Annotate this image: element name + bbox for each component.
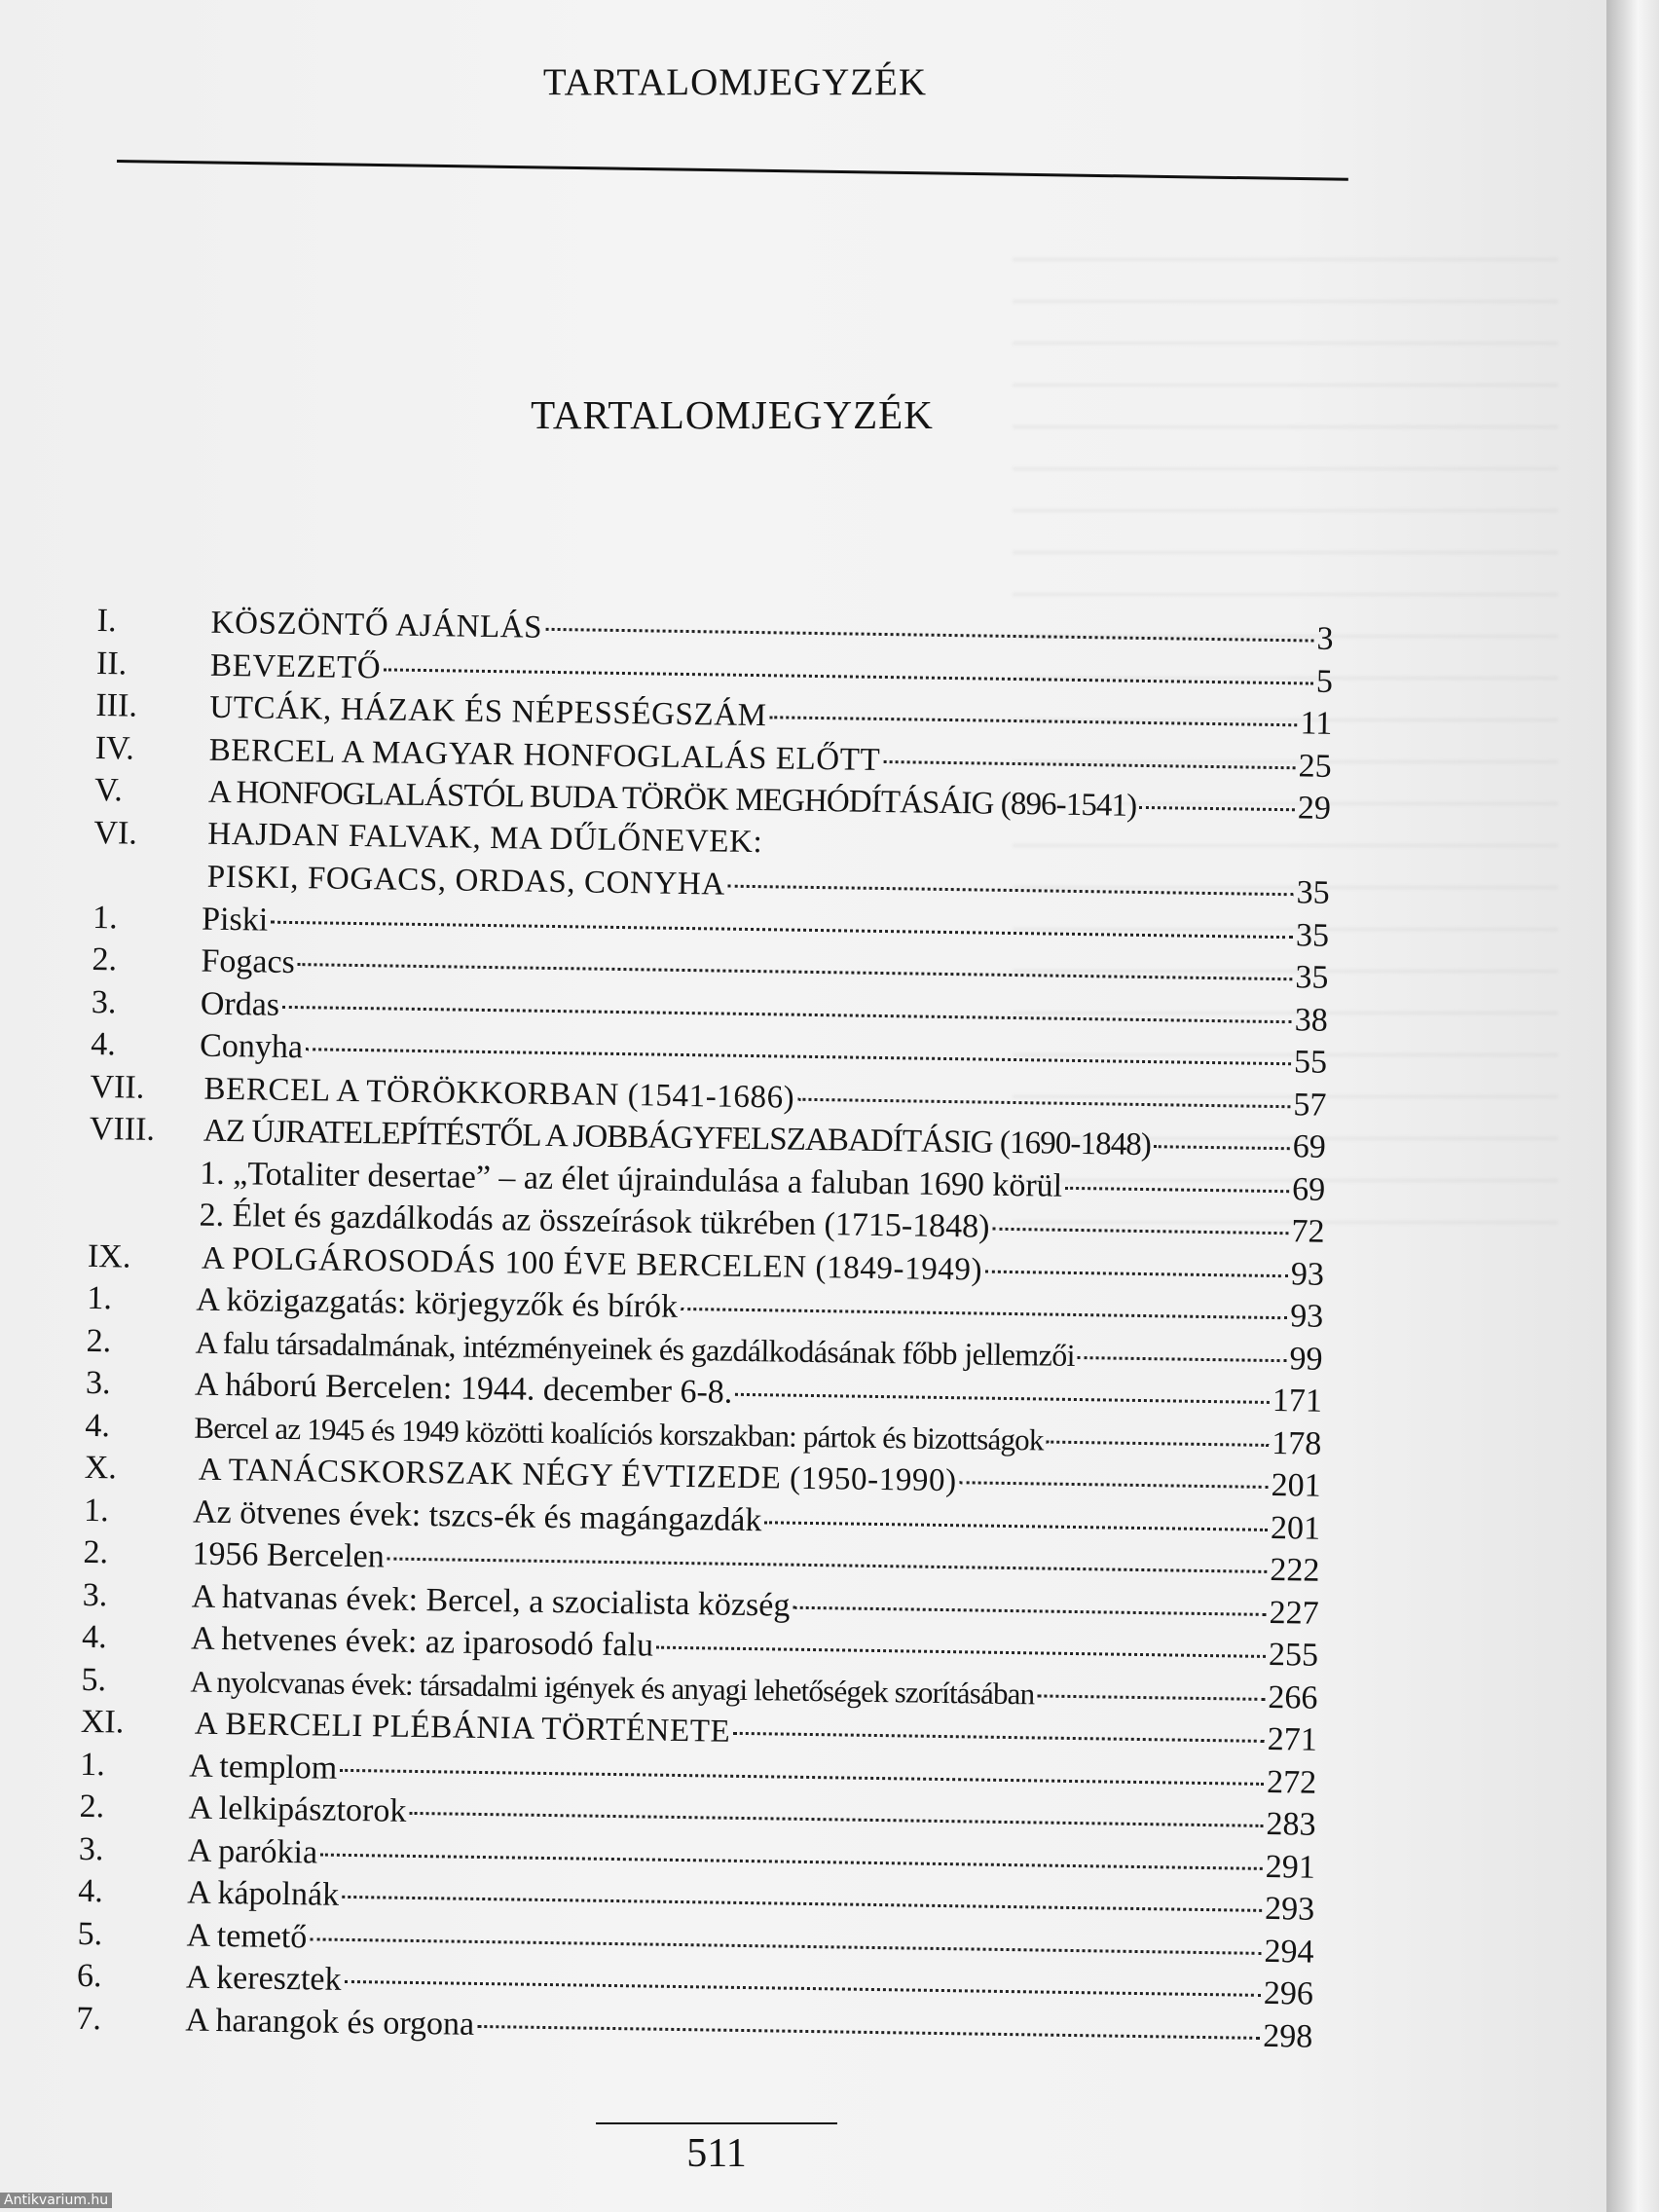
entry-title: A nyolcvanas évek: társadalmi igények és anyagi lehetőségek szorításában: [190, 1664, 1035, 1711]
entry-number: II.: [95, 645, 128, 682]
entry-page: 35: [1296, 874, 1330, 911]
dot-leader: [681, 1308, 1287, 1319]
entry-number: 3.: [85, 1364, 111, 1402]
header-rule: [117, 160, 1348, 181]
page-title: TARTALOMJEGYZÉK: [531, 392, 934, 437]
entry-page: 171: [1272, 1382, 1323, 1419]
dot-leader: [735, 1393, 1270, 1404]
dot-leader: [387, 1558, 1268, 1573]
entry-title: 2. Élet és gazdálkodás az összeírások tükrében (1715-1848): [199, 1197, 990, 1245]
entry-title: BERCEL A MAGYAR HONFOGLALÁS ELŐTT: [208, 732, 881, 778]
entry-page: 69: [1291, 1170, 1326, 1208]
entry-page: 296: [1263, 1974, 1314, 2012]
entry-page: 69: [1292, 1128, 1327, 1165]
entry-number: III.: [95, 686, 138, 724]
entry-title: A hetvenes évek: az iparosodó falu: [190, 1620, 654, 1664]
entry-page: 291: [1265, 1848, 1316, 1886]
entry-title: Bercel az 1945 és 1949 közötti koalíciós korszakban: pártok és bizottságok: [194, 1410, 1044, 1457]
dot-leader: [342, 1896, 1262, 1912]
entry-number: 1.: [87, 1279, 113, 1317]
entry-title: BEVEZETŐ: [209, 647, 382, 685]
entry-number: V.: [93, 771, 124, 809]
entry-title: Conyha: [199, 1027, 304, 1066]
entry-number: 3.: [82, 1576, 108, 1613]
page-edge: [1606, 0, 1659, 2212]
entry-page: 266: [1268, 1678, 1318, 1716]
dot-leader: [1037, 1694, 1265, 1700]
entry-number: 1.: [92, 899, 118, 936]
entry-number: 4.: [78, 1872, 104, 1910]
entry-title: KÖSZÖNTŐ AJÁNLÁS: [210, 605, 543, 645]
entry-title: Az ötvenes évek: tszcs-ék és magángazdák: [192, 1493, 762, 1538]
dot-leader: [545, 628, 1313, 643]
entry-number: XI.: [80, 1703, 125, 1741]
entry-title: A parókia: [187, 1832, 318, 1870]
entry-page: 298: [1262, 2017, 1313, 2055]
entry-page: 3: [1316, 620, 1334, 657]
entry-page: 255: [1268, 1636, 1319, 1674]
entry-title: AZ ÚJRATELEPÍTÉSTŐL A JOBBÁGYFELSZABADÍTÁSIG (1690-1848): [203, 1113, 1152, 1163]
entry-page: 35: [1295, 916, 1330, 954]
dot-leader: [797, 1097, 1290, 1108]
folio-rule: [596, 2122, 837, 2124]
entry-title: HAJDAN FALVAK, MA DŰLŐNEVEK:: [207, 816, 763, 860]
entry-page: 293: [1264, 1890, 1315, 1928]
entry-number: 2.: [79, 1788, 105, 1825]
entry-number: 6.: [76, 1957, 102, 1995]
entry-number: 5.: [81, 1661, 107, 1698]
entry-page: 35: [1295, 959, 1329, 996]
entry-number: 2.: [92, 940, 118, 978]
dot-leader: [340, 1768, 1264, 1785]
entry-page: 99: [1289, 1340, 1323, 1378]
entry-title: A falu társadalmának, intézményeinek és gazdálkodásának főbb jellemzői: [195, 1324, 1076, 1373]
dot-leader: [733, 1732, 1265, 1743]
entry-title: A TANÁCSKORSZAK NÉGY ÉVTIZEDE (1950-1990): [198, 1452, 958, 1499]
entry-number: 1.: [79, 1746, 106, 1783]
entry-title: BERCEL A TÖRÖKKORBAN (1541-1686): [203, 1071, 795, 1116]
dot-leader: [298, 963, 1293, 980]
entry-page: 93: [1289, 1298, 1324, 1335]
entry-page: 283: [1266, 1805, 1316, 1843]
entry-title: A temető: [186, 1917, 308, 1955]
dot-leader: [728, 885, 1294, 897]
dot-leader: [1154, 1145, 1290, 1150]
entry-title: A harangok és orgona: [185, 2002, 475, 2043]
dot-leader: [1078, 1356, 1287, 1362]
entry-page: 201: [1270, 1509, 1321, 1547]
entry-title: A keresztek: [185, 1959, 342, 1998]
entry-title: 1. „Totaliter desertae” – az élet újraindulása a faluban 1690 körül: [200, 1155, 1063, 1204]
entry-title: UTCÁK, HÁZAK ÉS NÉPESSÉGSZÁM: [209, 689, 767, 734]
entry-title: PISKI, FOGACS, ORDAS, CONYHA: [206, 859, 726, 903]
entry-page: 29: [1297, 790, 1332, 827]
dot-leader: [883, 759, 1295, 768]
dot-leader: [282, 1005, 1292, 1022]
entry-title: A közigazgatás: körjegyzők és bírók: [196, 1281, 679, 1325]
entry-page: 178: [1272, 1424, 1322, 1462]
running-header: TARTALOMJEGYZÉK: [542, 61, 928, 103]
dot-leader: [310, 1937, 1261, 1954]
entry-number: I.: [96, 602, 117, 640]
entry-page: 93: [1290, 1255, 1325, 1293]
entry-page: 11: [1300, 705, 1333, 742]
entry-number: 4.: [90, 1025, 116, 1063]
entry-number: VII.: [90, 1068, 145, 1106]
dot-leader: [409, 1812, 1263, 1827]
watermark: Antikvarium.hu: [0, 2193, 112, 2208]
dot-leader: [992, 1228, 1288, 1235]
entry-page: 222: [1270, 1551, 1320, 1589]
entry-number: 4.: [81, 1618, 107, 1656]
entry-number: X.: [84, 1449, 118, 1487]
dot-leader: [344, 1980, 1260, 1997]
entry-number: 3.: [91, 983, 117, 1020]
entry-title: A templom: [188, 1748, 338, 1787]
dot-leader: [320, 1853, 1263, 1869]
entry-number: VIII.: [89, 1110, 156, 1148]
dot-leader: [1065, 1186, 1289, 1192]
entry-page: 271: [1267, 1720, 1318, 1758]
entry-number: 2.: [86, 1322, 112, 1359]
entry-title: A BERCELI PLÉBÁNIA TÖRTÉNETE: [194, 1706, 731, 1750]
entry-page: 72: [1291, 1213, 1325, 1250]
entry-number: 7.: [76, 2000, 102, 2037]
dot-leader: [477, 2024, 1260, 2039]
dot-leader: [1139, 806, 1295, 811]
dot-leader: [384, 668, 1313, 684]
dot-leader: [1047, 1440, 1270, 1446]
entry-title: Piski: [201, 901, 269, 939]
entry-page: 272: [1266, 1763, 1317, 1801]
entry-number: 3.: [78, 1830, 104, 1867]
entry-page: 25: [1298, 747, 1332, 785]
entry-title: A hatvanas évek: Bercel, a szocialista község: [191, 1578, 791, 1624]
entry-title: Fogacs: [201, 942, 296, 981]
entry-title: A kápolnák: [187, 1874, 340, 1913]
entry-title: A háború Bercelen: 1944. december 6-8.: [194, 1366, 733, 1411]
entry-title: A lelkipásztorok: [188, 1789, 407, 1829]
page-number: 511: [686, 2131, 747, 2176]
dot-leader: [770, 716, 1298, 726]
table-of-contents: [76, 600, 1334, 2058]
dot-leader: [985, 1270, 1288, 1277]
entry-number: VI.: [93, 814, 138, 852]
entry-title: A HONFOGLALÁSTÓL BUDA TÖRÖK MEGHÓDÍTÁSÁIG (896-1541): [207, 774, 1137, 824]
entry-number: IX.: [87, 1237, 131, 1275]
dot-leader: [306, 1048, 1291, 1065]
dot-leader: [271, 920, 1293, 939]
entry-number: 1.: [83, 1492, 109, 1529]
dot-leader: [656, 1646, 1266, 1658]
entry-page: 55: [1293, 1044, 1328, 1081]
entry-title: A POLGÁROSODÁS 100 ÉVE BERCELEN (1849-1949): [201, 1240, 983, 1288]
dot-leader: [960, 1481, 1269, 1489]
dot-leader: [793, 1605, 1266, 1615]
entry-number: 5.: [77, 1915, 103, 1952]
entry-number: 4.: [85, 1407, 111, 1444]
entry-title: Ordas: [200, 985, 280, 1023]
entry-page: 5: [1315, 663, 1334, 700]
entry-number: IV.: [94, 729, 135, 767]
entry-number: 2.: [83, 1533, 109, 1571]
entry-page: 294: [1264, 1933, 1314, 1971]
entry-page: 57: [1293, 1086, 1327, 1124]
entry-page: 227: [1269, 1594, 1319, 1632]
entry-title: 1956 Bercelen: [192, 1535, 386, 1575]
entry-page: 201: [1271, 1466, 1321, 1504]
entry-page: 38: [1294, 1001, 1329, 1039]
dot-leader: [764, 1521, 1268, 1531]
